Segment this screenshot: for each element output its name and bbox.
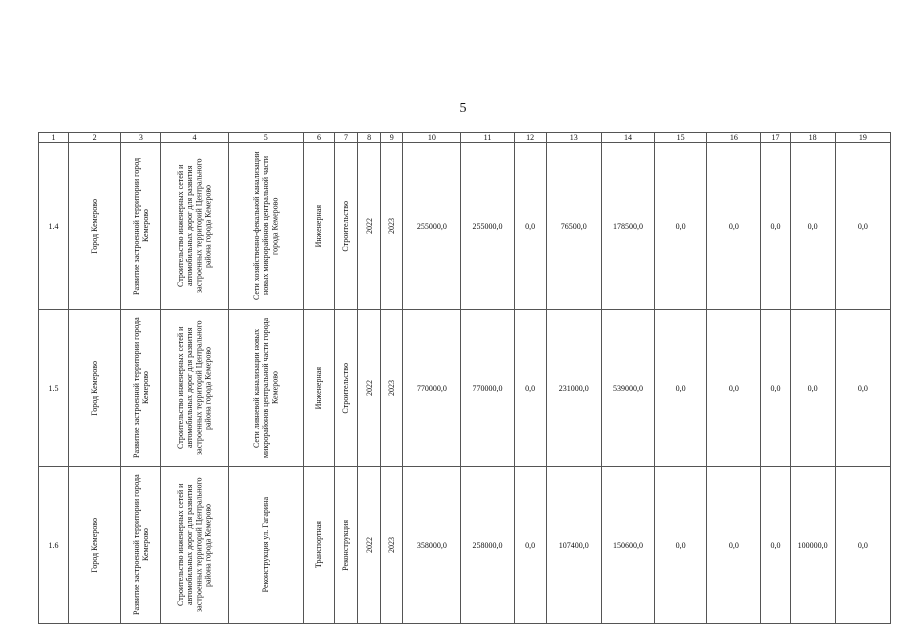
amount-cell: 107400,0 — [546, 467, 601, 624]
column-number: 13 — [546, 133, 601, 143]
work-type: Строительство — [341, 362, 351, 414]
amount-cell: 0,0 — [707, 310, 761, 467]
table-row — [39, 310, 891, 467]
column-number: 12 — [514, 133, 546, 143]
amount-cell: 150600,0 — [601, 467, 654, 624]
amount-cell: 258000,0 — [461, 467, 514, 624]
amount-cell: 0,0 — [761, 143, 790, 310]
column-number: 15 — [655, 133, 707, 143]
amount-cell: 0,0 — [707, 467, 761, 624]
amount-cell: 76500,0 — [546, 143, 601, 310]
event-name: Строительство инженерных сетей и автомобильных дорог для развития застроенных территорий Центрального района города Кемерово — [176, 320, 213, 456]
column-number: 9 — [381, 133, 403, 143]
amount-cell: 255000,0 — [403, 143, 461, 310]
amount-cell: 770000,0 — [461, 310, 514, 467]
column-number: 5 — [228, 133, 303, 143]
column-number: 17 — [761, 133, 790, 143]
row-number: 1.6 — [39, 467, 69, 624]
column-number: 14 — [601, 133, 654, 143]
column-number: 10 — [403, 133, 461, 143]
work-type: Реконструкция — [341, 519, 351, 571]
end-year: 2023 — [387, 218, 397, 234]
row-number: 1.4 — [39, 143, 69, 310]
amount-cell: 358000,0 — [403, 467, 461, 624]
page-number: 5 — [459, 101, 467, 116]
column-number: 8 — [358, 133, 381, 143]
row-number: 1.5 — [39, 310, 69, 467]
start-year: 2022 — [364, 537, 374, 553]
amount-cell: 0,0 — [761, 467, 790, 624]
start-year: 2022 — [364, 380, 374, 396]
amount-cell: 100000,0 — [790, 467, 835, 624]
column-number: 18 — [790, 133, 835, 143]
start-year: 2022 — [364, 218, 374, 234]
table-row — [39, 143, 891, 310]
column-number: 7 — [335, 133, 358, 143]
column-number: 6 — [303, 133, 334, 143]
column-number: 11 — [461, 133, 514, 143]
column-number-row — [39, 133, 891, 143]
infrastructure-type: Транспортная — [314, 521, 324, 569]
amount-cell: 0,0 — [514, 143, 546, 310]
table-row — [39, 467, 891, 624]
amount-cell: 0,0 — [707, 143, 761, 310]
end-year: 2023 — [387, 537, 397, 553]
event-name: Строительство инженерных сетей и автомобильных дорог для развития застроенных территорий Центрального района города Кемерово — [176, 477, 213, 613]
amount-cell: 0,0 — [655, 143, 707, 310]
work-type: Строительство — [341, 200, 351, 252]
column-number: 19 — [835, 133, 890, 143]
amount-cell: 0,0 — [655, 467, 707, 624]
program-name: Развитие застроенной территории города Кемерово — [131, 317, 150, 459]
program-name: Развитие застроенной территории города Кемерово — [131, 474, 150, 616]
amount-cell: 0,0 — [835, 143, 890, 310]
amount-cell: 255000,0 — [461, 143, 514, 310]
amount-cell: 0,0 — [655, 310, 707, 467]
amount-cell: 539000,0 — [601, 310, 654, 467]
amount-cell: 0,0 — [835, 467, 890, 624]
object-name: Сети ливневой канализации новых микрорайонов центральной части города Кемерово — [251, 317, 280, 459]
column-number: 4 — [161, 133, 228, 143]
amount-cell: 770000,0 — [403, 310, 461, 467]
column-number: 2 — [69, 133, 121, 143]
column-number: 16 — [707, 133, 761, 143]
amount-cell: 0,0 — [790, 143, 835, 310]
amount-cell: 0,0 — [835, 310, 890, 467]
column-number: 1 — [39, 133, 69, 143]
amount-cell: 231000,0 — [546, 310, 601, 467]
amount-cell: 0,0 — [514, 310, 546, 467]
program-name: Развитие застроенной территории город Кемерово — [131, 157, 150, 295]
municipality: Город Кемерово — [90, 517, 100, 573]
infrastructure-type: Инженерная — [314, 366, 324, 410]
amount-cell: 0,0 — [761, 310, 790, 467]
amount-cell: 0,0 — [514, 467, 546, 624]
municipality: Город Кемерово — [90, 198, 100, 254]
object-name: Реконструкция ул. Гагарина — [261, 497, 271, 593]
data-table — [38, 132, 891, 624]
end-year: 2023 — [387, 380, 397, 396]
infrastructure-type: Инженерная — [314, 204, 324, 248]
amount-cell: 0,0 — [790, 310, 835, 467]
event-name: Строительство инженерных сетей и автомобильных дорог для развития застроенных территорий Центрального района города Кемерово — [176, 158, 213, 294]
column-number: 3 — [121, 133, 161, 143]
object-name: Сети хозяйственно-фекальной канализации новых микрорайонов центральной части города Кемерово — [251, 151, 280, 301]
amount-cell: 178500,0 — [601, 143, 654, 310]
municipality: Город Кемерово — [90, 360, 100, 416]
